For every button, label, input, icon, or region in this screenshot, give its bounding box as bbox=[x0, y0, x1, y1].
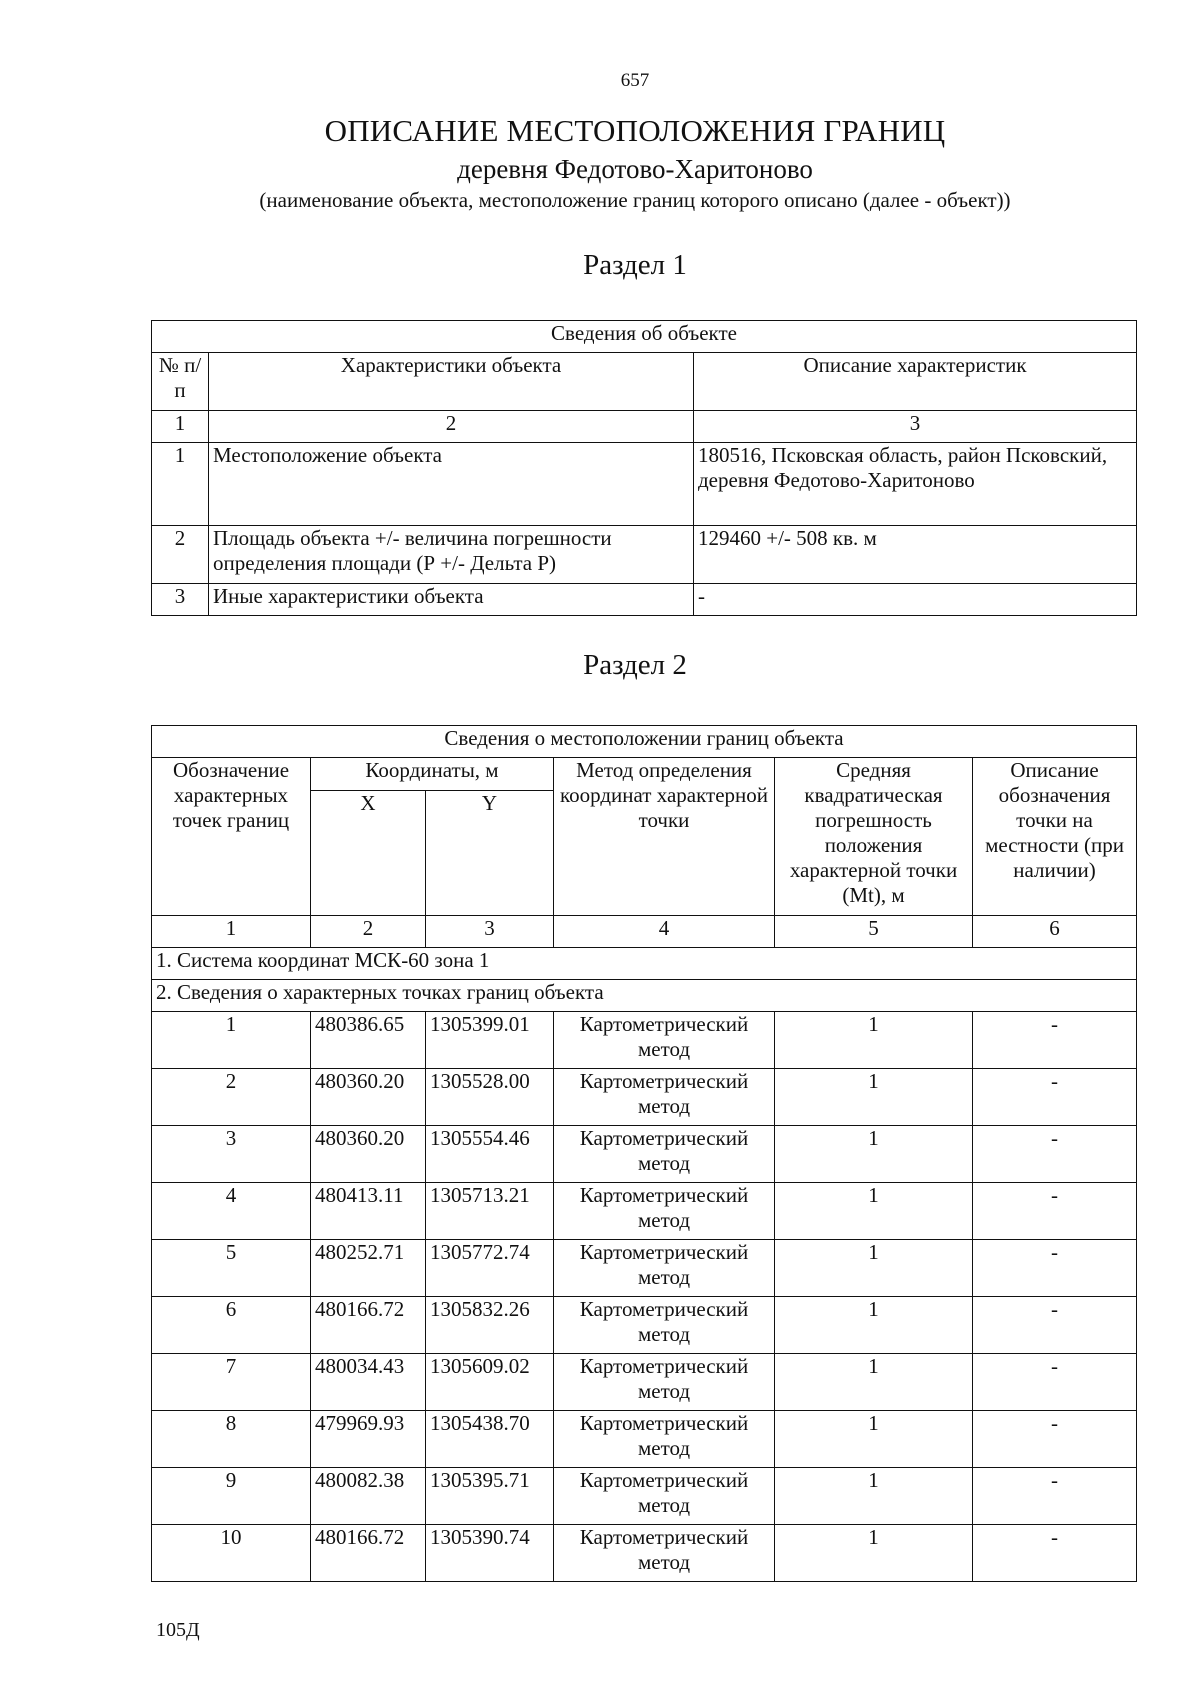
table-row bbox=[152, 1069, 1137, 1126]
coordinate-system: 1. Система координат МСК-60 зона 1 bbox=[152, 948, 1137, 980]
header-y: Y bbox=[426, 791, 554, 916]
coordinate-y: 1305832.26 bbox=[426, 1297, 554, 1354]
method: Картометрический метод bbox=[554, 1069, 775, 1126]
points-body bbox=[152, 1012, 1137, 1582]
section-2-title: Раздел 2 bbox=[583, 649, 687, 681]
method: Картометрический метод bbox=[554, 1297, 775, 1354]
column-number: 2 bbox=[209, 411, 694, 443]
method: Картометрический метод bbox=[554, 1354, 775, 1411]
row-description: - bbox=[694, 584, 1137, 616]
point-description: - bbox=[973, 1012, 1137, 1069]
header-point-description: Описание обозначения точки на местности (при наличии) bbox=[973, 758, 1137, 916]
section-1-title: Раздел 1 bbox=[583, 249, 687, 281]
mean-error: 1 bbox=[775, 1297, 973, 1354]
row-characteristic: Площадь объекта +/- величина погрешности определения площади (Р +/- Дельта Р) bbox=[209, 526, 694, 584]
point-description: - bbox=[973, 1468, 1137, 1525]
coordinate-x: 480360.20 bbox=[311, 1069, 426, 1126]
mean-error: 1 bbox=[775, 1183, 973, 1240]
header-x: X bbox=[311, 791, 426, 916]
column-number: 2 bbox=[311, 916, 426, 948]
coordinate-x: 479969.93 bbox=[311, 1411, 426, 1468]
point-label: 5 bbox=[152, 1240, 311, 1297]
mean-error: 1 bbox=[775, 1240, 973, 1297]
coordinate-y: 1305390.74 bbox=[426, 1525, 554, 1582]
column-number: 1 bbox=[152, 916, 311, 948]
row-description: 180516, Псковская область, район Псковский, деревня Федотово-Харитоново bbox=[694, 443, 1137, 526]
coordinate-y: 1305772.74 bbox=[426, 1240, 554, 1297]
coordinate-y: 1305395.71 bbox=[426, 1468, 554, 1525]
header-characteristic: Характеристики объекта bbox=[209, 353, 694, 411]
point-description: - bbox=[973, 1297, 1137, 1354]
object-info-table bbox=[151, 320, 1137, 616]
point-description: - bbox=[973, 1240, 1137, 1297]
table-row bbox=[152, 1183, 1137, 1240]
column-number: 1 bbox=[152, 411, 209, 443]
table-row bbox=[152, 1126, 1137, 1183]
mean-error: 1 bbox=[775, 1468, 973, 1525]
boundary-points-table-title: Сведения о местоположении границ объекта bbox=[152, 726, 1137, 758]
mean-error: 1 bbox=[775, 1525, 973, 1582]
point-description: - bbox=[973, 1069, 1137, 1126]
table-row bbox=[152, 1012, 1137, 1069]
method: Картометрический метод bbox=[554, 1183, 775, 1240]
footer-code: 105Д bbox=[156, 1619, 200, 1641]
point-label: 9 bbox=[152, 1468, 311, 1525]
point-label: 4 bbox=[152, 1183, 311, 1240]
row-characteristic: Местоположение объекта bbox=[209, 443, 694, 526]
row-description: 129460 +/- 508 кв. м bbox=[694, 526, 1137, 584]
header-coordinates: Координаты, м bbox=[311, 758, 554, 791]
page-number: 657 bbox=[620, 70, 650, 91]
coordinate-y: 1305528.00 bbox=[426, 1069, 554, 1126]
row-num: 2 bbox=[152, 526, 209, 584]
header-error: Средняя квадратическая погрешность положения характерной точки (Mt), м bbox=[775, 758, 973, 916]
row-characteristic: Иные характеристики объекта bbox=[209, 584, 694, 616]
mean-error: 1 bbox=[775, 1126, 973, 1183]
table-row bbox=[152, 526, 1137, 584]
coordinate-x: 480413.11 bbox=[311, 1183, 426, 1240]
row-num: 3 bbox=[152, 584, 209, 616]
point-description: - bbox=[973, 1411, 1137, 1468]
table-row bbox=[152, 1240, 1137, 1297]
method: Картометрический метод bbox=[554, 1012, 775, 1069]
coordinate-x: 480360.20 bbox=[311, 1126, 426, 1183]
method: Картометрический метод bbox=[554, 1126, 775, 1183]
column-number: 6 bbox=[973, 916, 1137, 948]
mean-error: 1 bbox=[775, 1069, 973, 1126]
method: Картометрический метод bbox=[554, 1240, 775, 1297]
boundary-points-table bbox=[151, 725, 1137, 1582]
column-number: 4 bbox=[554, 916, 775, 948]
point-label: 3 bbox=[152, 1126, 311, 1183]
point-description: - bbox=[973, 1183, 1137, 1240]
point-description: - bbox=[973, 1354, 1137, 1411]
object-info-table-title: Сведения об объекте bbox=[152, 321, 1137, 353]
method: Картометрический метод bbox=[554, 1468, 775, 1525]
coordinate-y: 1305554.46 bbox=[426, 1126, 554, 1183]
coordinate-x: 480166.72 bbox=[311, 1525, 426, 1582]
column-number: 3 bbox=[426, 916, 554, 948]
point-description: - bbox=[973, 1126, 1137, 1183]
header-num: № п/п bbox=[152, 353, 209, 411]
table-row bbox=[152, 443, 1137, 526]
mean-error: 1 bbox=[775, 1354, 973, 1411]
coordinate-x: 480034.43 bbox=[311, 1354, 426, 1411]
point-label: 10 bbox=[152, 1525, 311, 1582]
point-label: 1 bbox=[152, 1012, 311, 1069]
mean-error: 1 bbox=[775, 1411, 973, 1468]
object-name: деревня Федотово-Харитоново bbox=[457, 154, 813, 184]
point-description: - bbox=[973, 1525, 1137, 1582]
column-number: 5 bbox=[775, 916, 973, 948]
coordinate-x: 480252.71 bbox=[311, 1240, 426, 1297]
column-number: 3 bbox=[694, 411, 1137, 443]
coordinate-y: 1305438.70 bbox=[426, 1411, 554, 1468]
coordinate-x: 480082.38 bbox=[311, 1468, 426, 1525]
coordinate-y: 1305399.01 bbox=[426, 1012, 554, 1069]
coordinate-y: 1305713.21 bbox=[426, 1183, 554, 1240]
header-point: Обозначение характерных точек границ bbox=[152, 758, 311, 916]
table-row bbox=[152, 1411, 1137, 1468]
method: Картометрический метод bbox=[554, 1525, 775, 1582]
table-row bbox=[152, 1468, 1137, 1525]
point-label: 8 bbox=[152, 1411, 311, 1468]
mean-error: 1 bbox=[775, 1012, 973, 1069]
table-row bbox=[152, 1354, 1137, 1411]
header-description: Описание характеристик bbox=[694, 353, 1137, 411]
header-method: Метод определения координат характерной точки bbox=[554, 758, 775, 916]
table-row bbox=[152, 584, 1137, 616]
point-label: 2 bbox=[152, 1069, 311, 1126]
table-row bbox=[152, 1297, 1137, 1354]
point-label: 6 bbox=[152, 1297, 311, 1354]
coordinate-x: 480166.72 bbox=[311, 1297, 426, 1354]
method: Картометрический метод bbox=[554, 1411, 775, 1468]
document-title: ОПИСАНИЕ МЕСТОПОЛОЖЕНИЯ ГРАНИЦ bbox=[324, 113, 946, 148]
points-caption: 2. Сведения о характерных точках границ объекта bbox=[152, 980, 1137, 1012]
table-row bbox=[152, 1525, 1137, 1582]
point-label: 7 bbox=[152, 1354, 311, 1411]
row-num: 1 bbox=[152, 443, 209, 526]
coordinate-y: 1305609.02 bbox=[426, 1354, 554, 1411]
coordinate-x: 480386.65 bbox=[311, 1012, 426, 1069]
object-caption: (наименование объекта, местоположение границ которого описано (далее - объект)) bbox=[259, 188, 1011, 212]
